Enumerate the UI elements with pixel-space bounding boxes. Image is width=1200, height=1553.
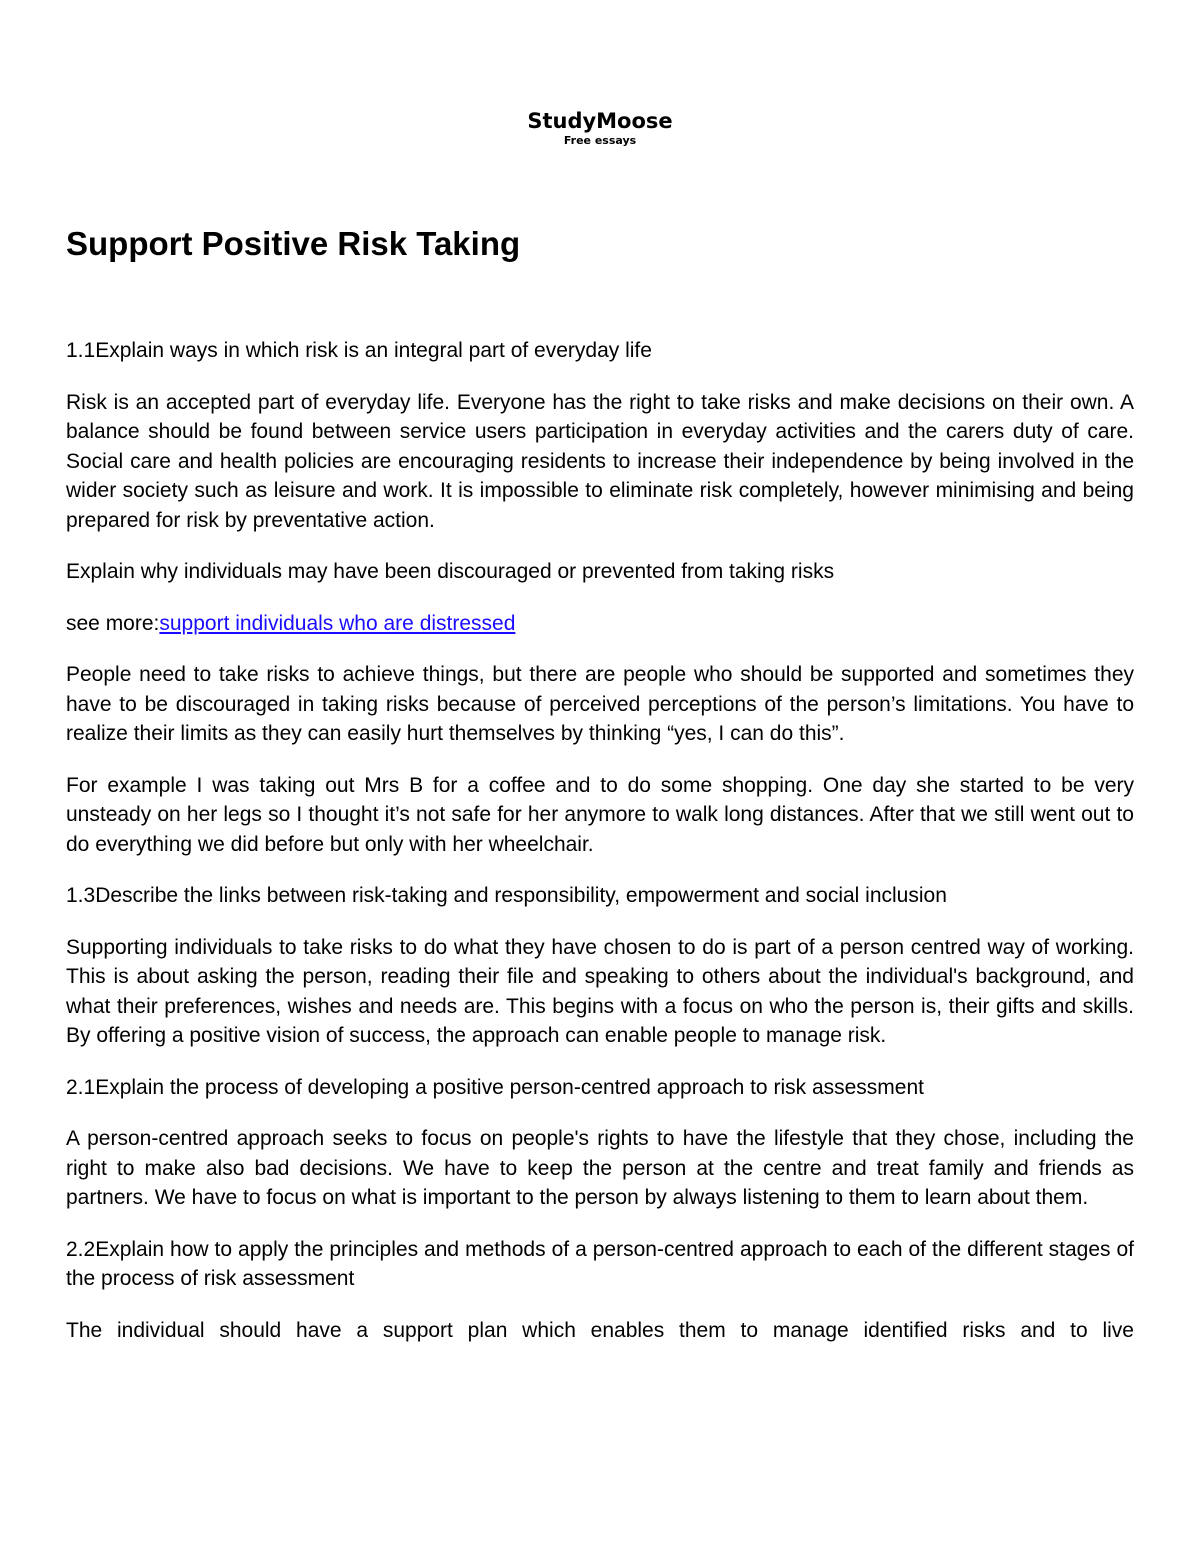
brand-logo: StudyMoose xyxy=(527,109,673,133)
brand-header xyxy=(0,108,1200,148)
see-more-line xyxy=(66,609,1134,639)
answer-2-2: The individual should have a support plan which enables them to manage identified risks and to live xyxy=(66,1318,1134,1342)
see-more-link[interactable]: support individuals who are distressed xyxy=(159,611,516,635)
answer-1-2-b: For example I was taking out Mrs B for a coffee and to do some shopping. One day she started to be very unsteady on her legs so I thought it’s not safe for her anymore to walk long distances. After that we still went out to do everything we did before but only with her wheelchair. xyxy=(66,773,1134,856)
answer-2-1: A person-centred approach seeks to focus on people's rights to have the lifestyle that they chose, including the right to make also bad decisions. We have to keep the person at the centre and treat family and friends as partners. We have to focus on what is important to the person by always listening to them to learn about them. xyxy=(66,1127,1134,1209)
brand-tagline: Free essays xyxy=(563,134,637,147)
question-2-1: 2.1Explain the process of developing a positive person-centred approach to risk assessment xyxy=(66,1075,924,1099)
answer-1-1: Risk is an accepted part of everyday life. Everyone has the right to take risks and make decisions on their own. A balance should be found between service users participation in everyday activities and the carers duty of care. Social care and health policies are encouraging residents to increase their independence by being involved in the wider society such as leisure and work. It is impossible to eliminate risk completely, however minimising and being prepared for risk by preventative action. xyxy=(66,390,1134,532)
answer-1-2-a: People need to take risks to achieve things, but there are people who should be supported and sometimes they have to be discouraged in taking risks because of perceived perceptions of the person’s limitations. You have to realize their limits as they can easily hurt themselves by thinking “yes, I can do this”. xyxy=(66,663,1134,745)
see-more-label: see more: xyxy=(66,611,160,635)
answer-1-3: Supporting individuals to take risks to do what they have chosen to do is part of a person centred way of working. This is about asking the person, reading their file and speaking to others about the individual's background, and what their preferences, wishes and needs are. This begins with a focus on who the person is, their gifts and skills. By offering a positive vision of success, the approach can enable people to manage risk. xyxy=(66,935,1134,1047)
document-body xyxy=(66,336,1134,1367)
question-1-2: Explain why individuals may have been discouraged or prevented from taking risks xyxy=(66,560,835,583)
question-2-2: 2.2Explain how to apply the principles and methods of a person-centred approach to each of the different stages of the process of risk assessment xyxy=(66,1237,1134,1290)
question-1-1: 1.1Explain ways in which risk is an integral part of everyday life xyxy=(66,339,652,362)
page-title: Support Positive Risk Taking xyxy=(66,225,521,262)
question-1-3: 1.3Describe the links between risk-taking and responsibility, empowerment and social inclusion xyxy=(66,884,947,907)
